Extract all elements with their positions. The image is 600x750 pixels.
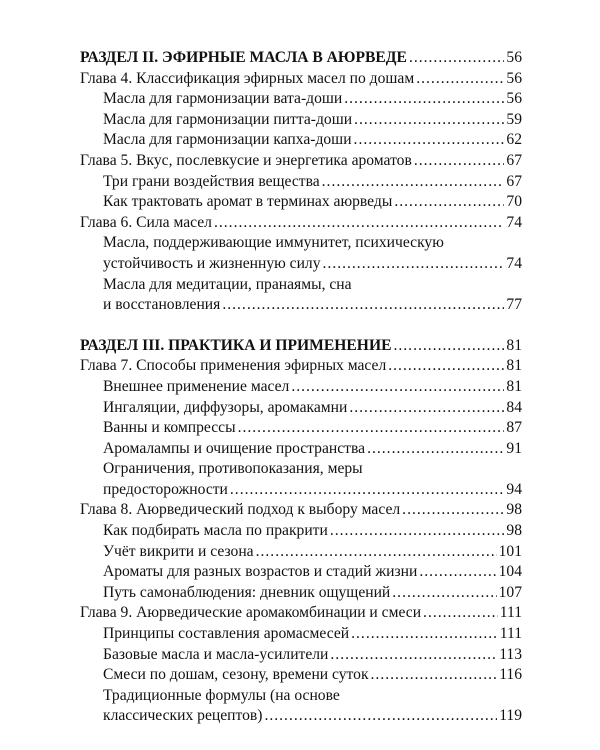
toc-subentry[interactable] [80,686,522,727]
toc-page-number: 67 [506,151,522,169]
toc-page-number: 70 [506,193,522,211]
toc-page-number: 67 [506,172,522,190]
dot-leader [367,439,504,460]
toc-subentry[interactable] [80,275,522,316]
toc-page-number: 87 [506,419,522,437]
toc-entry-title: Путь самонаблюдения: дневник ощущений [103,583,391,601]
toc-subentry[interactable] [80,583,522,604]
dot-leader [388,356,504,377]
toc-entry-title: Как подбирать масла по пракрити [103,522,328,540]
toc-page-number: 81 [506,377,522,395]
toc-section-3[interactable] [80,336,522,357]
toc-entry-title: Глава 5. Вкус, послевкусие и энергетика ароматов [80,151,412,169]
toc-page-number: 74 [506,213,522,231]
toc-subentry[interactable] [80,110,522,131]
dot-leader [291,377,504,398]
toc-page-number: 116 [499,666,522,684]
toc-page-number: 84 [506,398,522,416]
toc-page-number: 77 [506,296,522,314]
toc-subentry[interactable] [80,521,522,542]
toc-subentry[interactable] [80,192,522,213]
toc-chapter-9[interactable] [80,603,522,624]
toc-subentry[interactable] [80,89,522,110]
toc-page-number: 111 [499,625,522,643]
toc-page-number: 98 [506,522,522,540]
toc-chapter-4[interactable] [80,69,522,90]
dot-leader [330,521,505,542]
toc-section-title: РАЗДЕЛ II. ЭФИРНЫЕ МАСЛА В АЮРВЕДЕ [80,49,407,66]
toc-entry-title: и восстановления [103,296,221,314]
toc-page-number: 107 [498,583,522,601]
dot-leader [402,500,504,521]
dot-leader [354,130,505,151]
toc-page-number: 81 [506,357,522,375]
toc-entry-title: предосторожности [103,480,228,498]
dot-leader [351,624,498,645]
toc-entry-title: Ароматы для разных возрастов и стадий жизни [103,563,418,581]
toc-entry-title: Базовые масла и масла-усилители [103,645,329,663]
dot-leader [349,398,504,419]
toc-page-number: 56 [506,49,522,66]
toc-chapter-8[interactable] [80,500,522,521]
toc-page-number: 101 [498,542,522,560]
dot-leader [256,542,497,563]
toc-page-number: 104 [498,563,522,581]
dot-leader [330,645,497,666]
dot-leader [394,192,504,213]
dot-leader [344,89,504,110]
dot-leader [423,603,498,624]
toc-entry-title: Внешнее применение масел [103,377,290,395]
table-of-contents [80,48,522,727]
toc-subentry[interactable] [80,130,522,151]
toc-chapter-5[interactable] [80,151,522,172]
toc-entry-title: Ингаляции, диффузоры, аромакамни [103,398,348,416]
toc-entry-title: Смеси по дошам, сезону, времени суток [103,666,369,684]
toc-page-number: 56 [506,69,522,87]
dot-leader [416,69,504,90]
dot-leader [393,336,504,357]
toc-page-number: 59 [506,110,522,128]
dot-leader [419,562,496,583]
dot-leader [214,213,504,234]
dot-leader [414,151,505,172]
toc-page-number: 56 [506,90,522,108]
dot-leader [392,583,496,604]
toc-page-number: 111 [499,604,522,622]
toc-subentry[interactable] [80,459,522,500]
toc-subentry[interactable] [80,398,522,419]
toc-entry-title-line1: Традиционные формулы (на основе [103,686,340,704]
toc-section-2[interactable] [80,48,522,69]
toc-entry-title-line1: Масла для медитации, пранаямы, сна [103,275,352,293]
toc-subentry[interactable] [80,418,522,439]
dot-leader [322,172,505,193]
dot-leader [323,254,505,275]
dot-leader [409,48,504,69]
toc-entry-title: Как трактовать аромат в терминах аюрведы [103,193,393,211]
toc-subentry[interactable] [80,562,522,583]
toc-page-number: 119 [499,707,522,725]
toc-section-title: РАЗДЕЛ III. ПРАКТИКА И ПРИМЕНЕНИЕ [80,336,392,354]
toc-page-number: 113 [499,645,522,663]
toc-entry-title: Глава 4. Классификация эфирных масел по дошам [80,69,415,87]
dot-leader [264,706,497,727]
toc-subentry[interactable] [80,172,522,193]
toc-page-number: 91 [506,439,522,457]
toc-entry-title-line1: Ограничения, противопоказания, меры [103,460,363,478]
toc-subentry[interactable] [80,377,522,398]
toc-page-number: 94 [506,480,522,498]
toc-entry-title: Учёт викрити и сезона [103,542,254,560]
toc-page-number: 98 [506,501,522,519]
toc-subentry[interactable] [80,439,522,460]
toc-subentry[interactable] [80,645,522,666]
toc-entry-title: Глава 7. Способы применения эфирных масел [80,357,387,375]
toc-entry-title: Масла для гармонизации капха-доши [103,131,352,149]
dot-leader [354,110,504,131]
toc-chapter-7[interactable] [80,356,522,377]
toc-subentry[interactable] [80,542,522,563]
toc-entry-title: Ванны и компрессы [103,419,236,437]
dot-leader [222,295,504,316]
toc-entry-title: Принципы составления аромасмесей [103,625,350,643]
toc-subentry[interactable] [80,665,522,686]
toc-subentry[interactable] [80,624,522,645]
toc-entry-title: Аромалампы и очищение пространства [103,439,366,457]
toc-entry-title-line1: Масла, поддерживающие иммунитет, психическую [103,234,444,252]
toc-chapter-6[interactable] [80,213,522,234]
toc-page-number: 74 [506,254,522,272]
toc-entry-title: Глава 9. Аюрведические аромакомбинации и смеси [80,604,422,622]
dot-leader [230,480,505,501]
toc-entry-title: Глава 6. Сила масел [80,213,212,231]
toc-entry-title: Три грани воздействия вещества [103,172,320,190]
toc-subentry[interactable] [80,233,522,274]
toc-page-number: 62 [506,131,522,149]
toc-entry-title: Глава 8. Аюрведический подход к выбору масел [80,501,401,519]
toc-entry-title: Масла для гармонизации питта-доши [103,110,353,128]
toc-page-number: 81 [506,336,522,354]
dot-leader [238,418,505,439]
toc-entry-title: Масла для гармонизации вата-доши [103,90,343,108]
toc-entry-title: классических рецептов) [103,707,263,725]
dot-leader [371,665,498,686]
toc-entry-title: устойчивость и жизненную силу [103,254,321,272]
